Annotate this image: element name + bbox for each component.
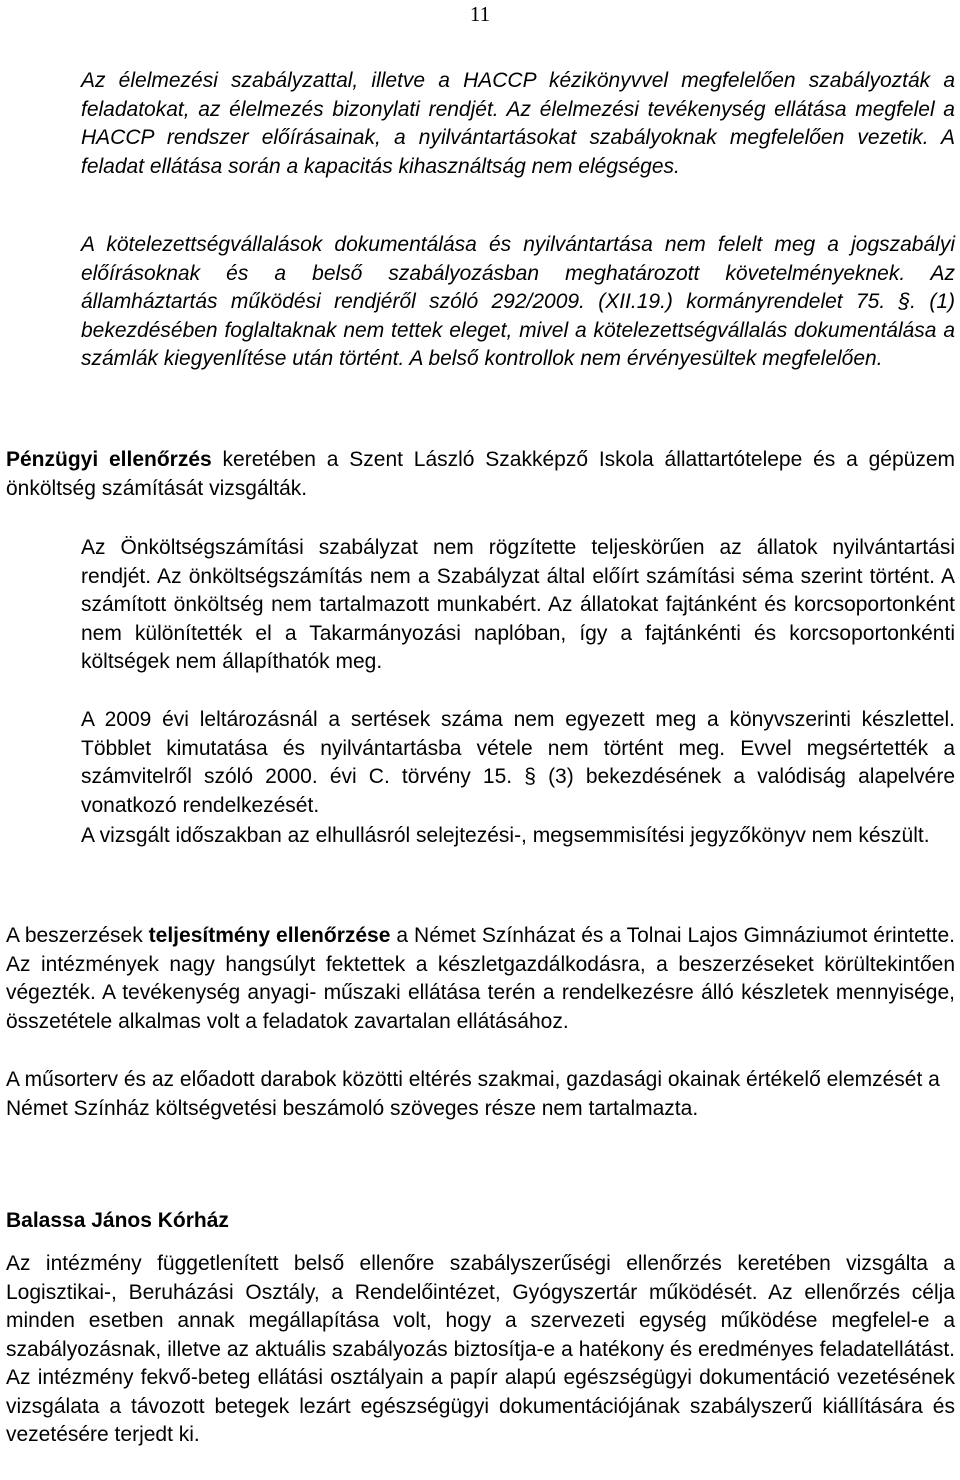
- hospital-paragraph: Az intézmény függetlenített belső ellenőre szabályszerűségi ellenőrzés keretében vizsgálta a Logisztikai-, Beruházási Osztály, a Rendelőintézet, Gyógyszertár működését. Az ellenőrzés célja minden esetben annak megállapítása volt, hogy a szervezeti egység működése megfelel-e a szabályozásnak, illetve az aktuális szabályozás biztosítja-e a hatékony és eredményes feladatellátást. Az intézmény fekvő-beteg ellátási osztályain a papír alapú egészségügyi dokumentáció vezetésének vizsgálata a távozott betegek lezárt egészségügyi dokumentációjának szabályszerű kiállítására és vezetésére terjedt ki.: [6, 1252, 955, 1446]
- commitments-paragraph: A kötelezettségvállalások dokumentálása és nyilvántartása nem felelt meg a jogszabályi előírásoknak és a belső szabályozásban meghatározott követelményeknek. Az államháztartás működési rendjéről szóló 292/2009. (XII.19.) kormányrendelet 75. §. (1) bekezdésében foglaltaknak nem tettek eleget, mivel a kötelezettségvállalás dokumentálása a számlák kiegyenlítése után történt. A belső kontrollok nem érvényesültek megfelelően.: [81, 233, 955, 370]
- financial-audit-rest: keretében a Szent László Szakképző Iskola állattartótelepe és a gépüzem önköltség számítását vizsgálták.: [6, 448, 955, 500]
- financial-audit-intro: [6, 446, 955, 503]
- performance-audit-paragraph: [6, 922, 955, 1036]
- performance-audit-lead: A beszerzések: [6, 924, 149, 947]
- page-number: 11: [469, 2, 491, 26]
- performance-audit-bold: teljesítmény ellenőrzése: [148, 924, 391, 947]
- disposal-paragraph: A vizsgált időszakban az elhullásról selejtezési-, megsemmisítési jegyzőkönyv nem készült.: [81, 824, 930, 847]
- cost-calculation-paragraph: Az Önköltségszámítási szabályzat nem rögzítette teljeskörűen az állatok nyilvántartási rendjét. Az önköltségszámítás nem a Szabályzat által előírt számítási séma szerint történt. A számított önköltség nem tartalmazott munkabért. Az állatokat fajtánként és korcsoportonként nem különítették el a Takarmányozási naplóban, így a fajtánkénti és korcsoportonkénti költségek nem állapíthatók meg.: [81, 536, 955, 673]
- inventory-paragraph: A 2009 évi leltározásnál a sertések száma nem egyezett meg a könyvszerinti készlettel. Többlet kimutatása és nyilvántartásba vétele nem történt meg. Evvel megsértették a számvitelről szóló 2000. évi C. törvény 15. § (3) bekezdésének a valódiság alapelvére vonatkozó rendelkezését.: [81, 708, 955, 817]
- haccp-paragraph: Az élelmezési szabályzattal, illetve a HACCP kézikönyvvel megfelelően szabályozták a feladatokat, az élelmezés bizonylati rendjét. Az élelmezési tevékenység ellátása megfelel a HACCP rendszer előírásainak, a nyilvántartásokat szabályoknak megfelelően vezetik. A feladat ellátása során a kapacitás kihasználtság nem elégséges.: [81, 69, 955, 178]
- performance-audit-rest: a Német Színházat és a Tolnai Lajos Gimnáziumot érintette. Az intézmények nagy hangsúlyt fektettek a készletgazdálkodásra, a beszerzéseket körültekintően végezték. A tevékenység anyagi- műszaki ellátása terén a rendelkezésre álló készletek mennyisége, összetétele alkalmas volt a feladatok zavartalan ellátásához.: [6, 924, 955, 1033]
- financial-audit-lead: Pénzügyi ellenőrzés: [6, 448, 212, 471]
- hospital-heading: Balassa János Kórház: [6, 1209, 229, 1232]
- theatre-program-paragraph: A műsorterv és az előadott darabok közötti eltérés szakmai, gazdasági okainak értékelő elemzését a Német Színház költségvetési beszámoló szöveges része nem tartalmazta.: [6, 1068, 940, 1120]
